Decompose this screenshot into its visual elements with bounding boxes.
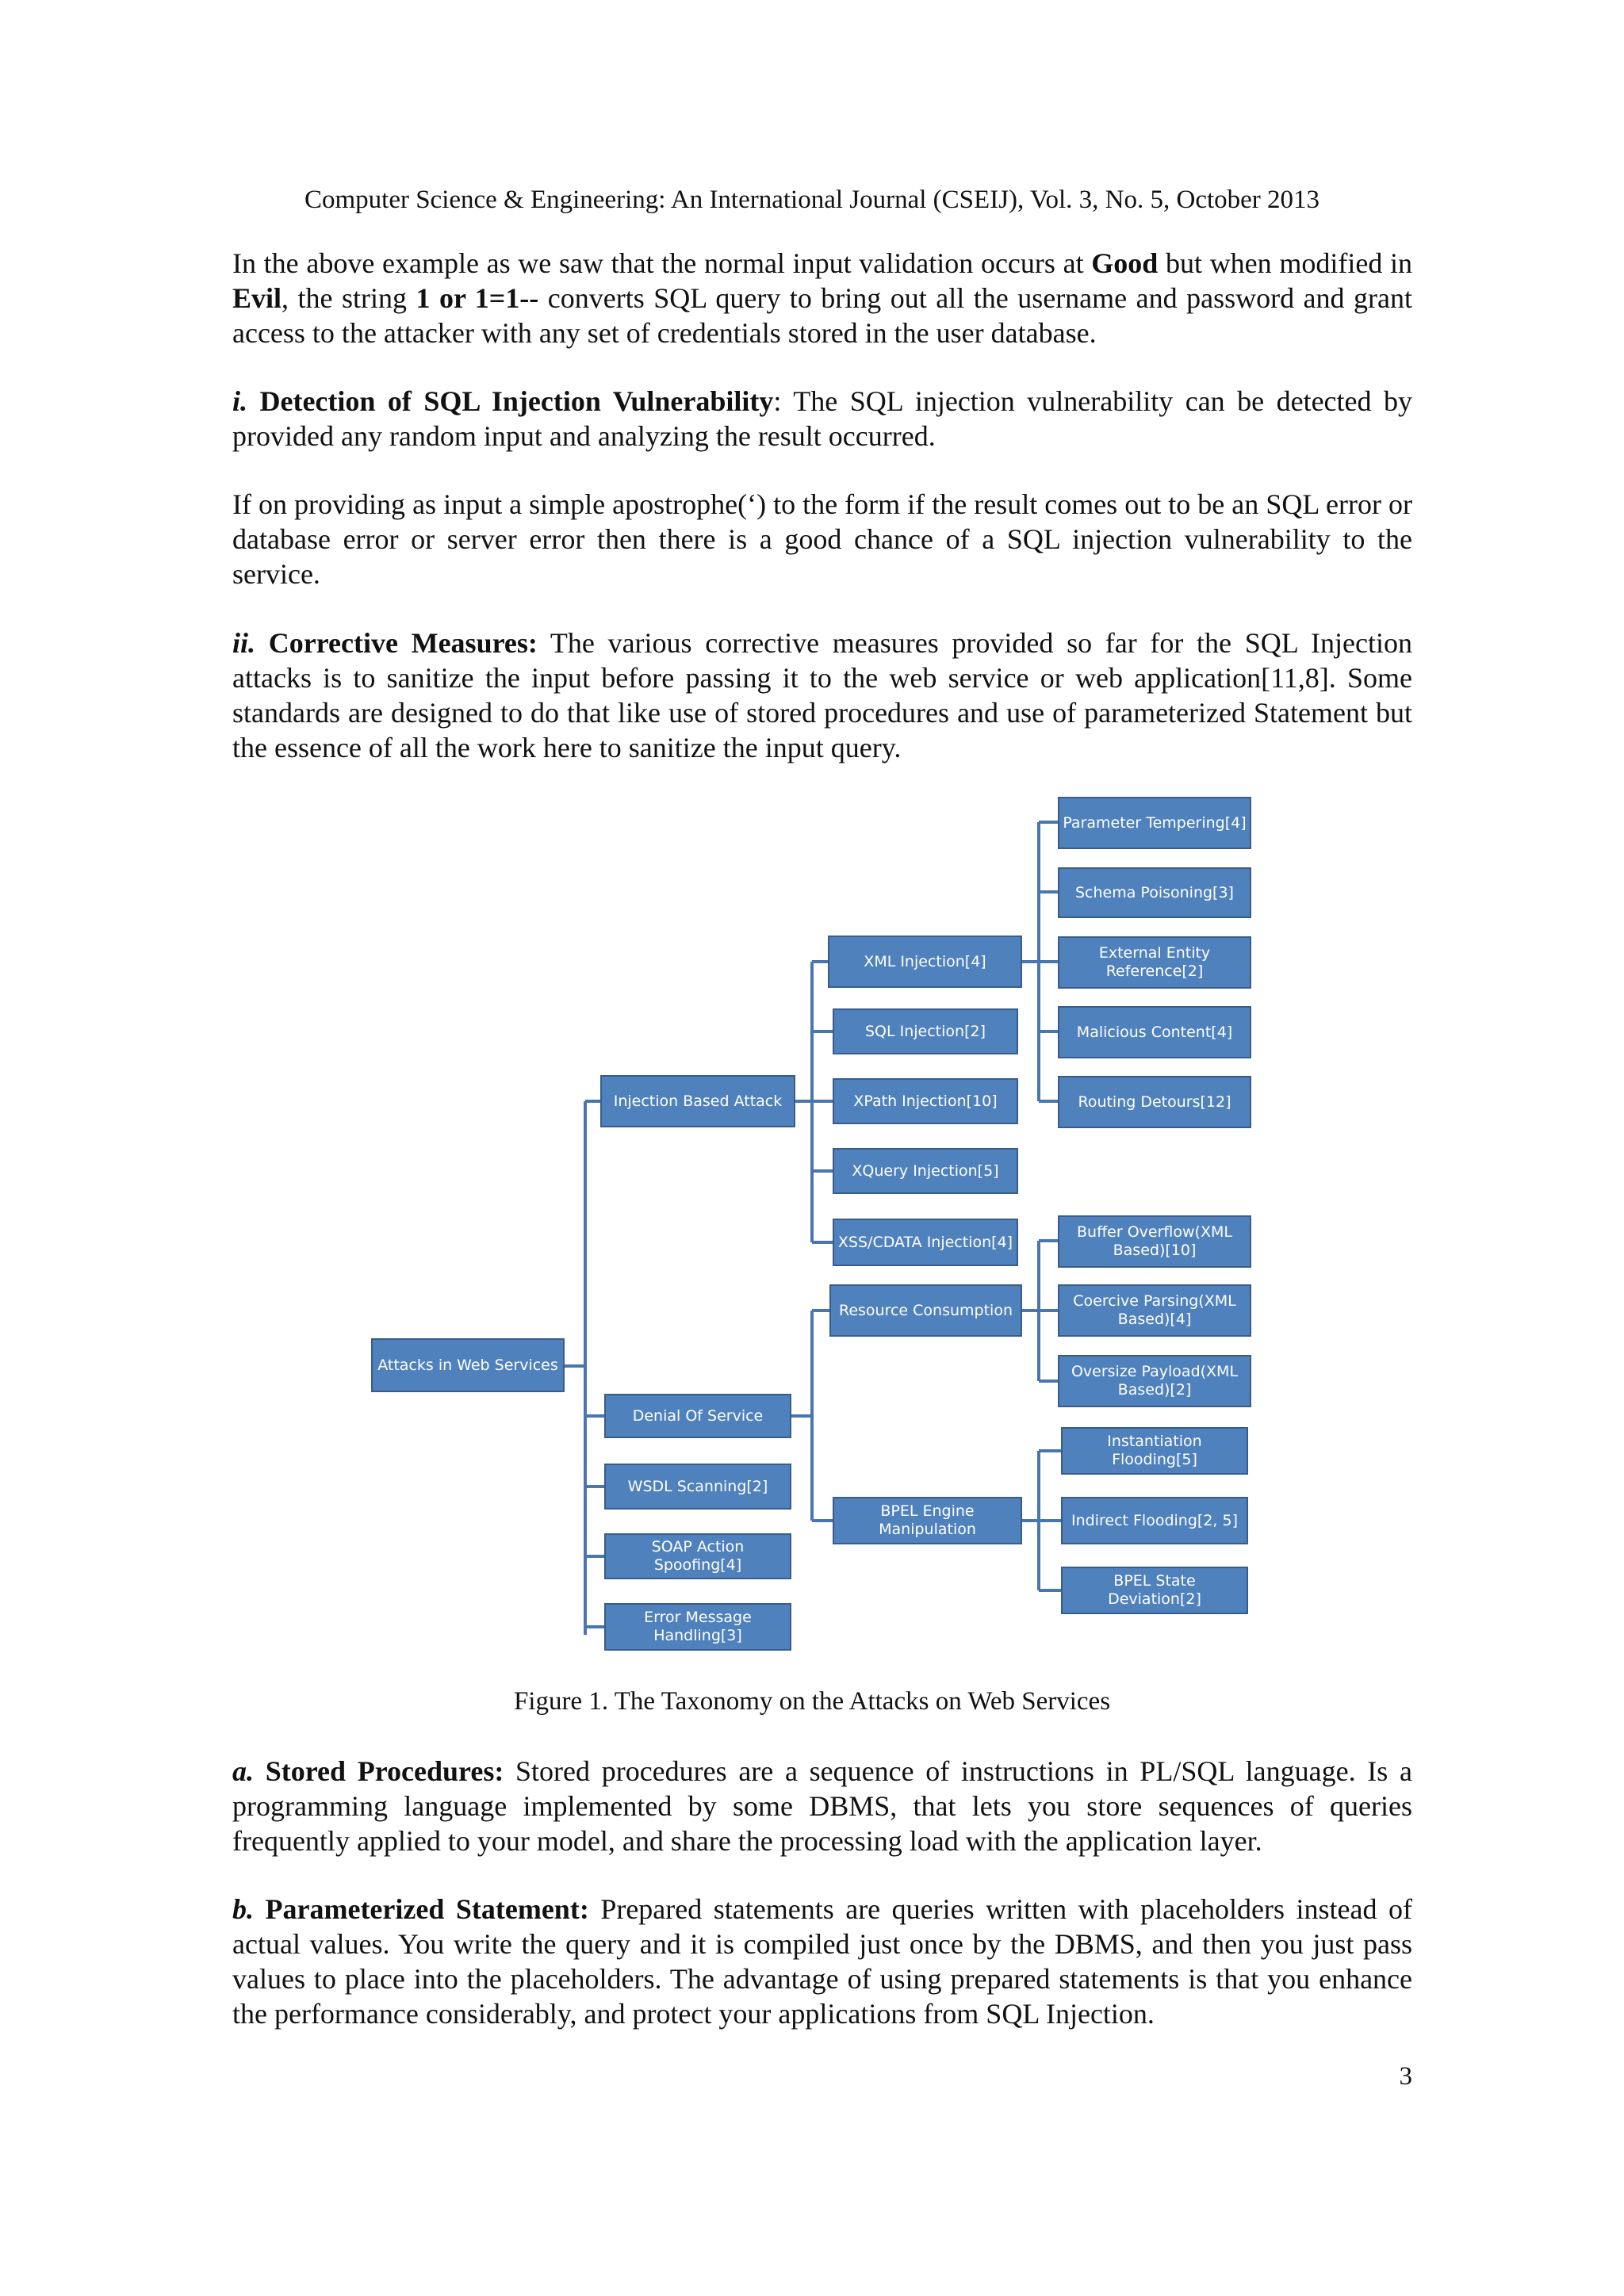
node-parameter-tempering: Parameter Tempering[4] (1058, 797, 1251, 849)
journal-header: Computer Science & Engineering: An International Journal (CSEIJ), Vol. 3, No. 5, October 2013 (304, 186, 1320, 214)
section-title: Corrective Measures: (255, 627, 538, 659)
node-buffer-overflow: Buffer Overflow(XML Based)[10] (1058, 1215, 1251, 1268)
figure-caption: Figure 1. The Taxonomy on the Attacks on Web Services (513, 1687, 1111, 1716)
node-bpel-state-deviation: BPEL State Deviation[2] (1061, 1567, 1248, 1614)
node-injection-based-attack: Injection Based Attack (600, 1075, 795, 1127)
node-attacks-in-web-services: Attacks in Web Services (371, 1338, 565, 1392)
section-parameterized-statement: b. Parameterized Statement: Prepared statements are queries written with placeholders instead of actual values. You write the query and it is compiled just once by the DBMS, and then you just pass values to place into the placeholders. The advantage of using prepared statements is that you enhance the performance considerably, and protect your applications from SQL Injection. (232, 1893, 1412, 2030)
node-xss-cdata-injection: XSS/CDATA Injection[4] (833, 1219, 1018, 1266)
node-denial-of-service: Denial Of Service (604, 1394, 791, 1438)
node-indirect-flooding: Indirect Flooding[2, 5] (1061, 1497, 1248, 1544)
section-title: Stored Procedures: (254, 1755, 504, 1787)
section-stored-procedures: a. Stored Procedures: Stored procedures are a sequence of instructions in PL/SQL language. Is a programming language implemented by some DBMS, that lets you store sequences of queries frequently applied to your model, and share the processing load with the application layer. (232, 1755, 1412, 1857)
section-title: Parameterized Statement: (254, 1893, 589, 1925)
section-number: ii. (232, 627, 256, 659)
node-external-entity-reference: External Entity Reference[2] (1058, 936, 1251, 989)
node-instantiation-flooding: Instantiation Flooding[5] (1061, 1427, 1248, 1475)
node-coercive-parsing: Coercive Parsing(XML Based)[4] (1058, 1284, 1251, 1337)
page-number: 3 (1399, 2062, 1412, 2091)
section-title: Detection of SQL Injection Vulnerability (247, 385, 774, 417)
paragraph-example-explanation: In the above example as we saw that the normal input validation occurs at Good but when modified in Evil, the string 1 or 1=1-- converts SQL query to bring out all the username and password and grant access to the attacker with any set of credentials stored in the user database. (232, 247, 1413, 349)
section-number: i. (232, 385, 248, 417)
node-xquery-injection: XQuery Injection[5] (833, 1148, 1018, 1194)
node-xpath-injection: XPath Injection[10] (833, 1078, 1018, 1124)
node-routing-detours: Routing Detours[12] (1058, 1076, 1251, 1128)
node-malicious-content: Malicious Content[4] (1058, 1006, 1251, 1058)
section-corrective-measures: ii. Corrective Measures: The various corrective measures provided so far for the SQL Injection attacks is to sanitize the input before passing it to the web service or web application[11,8]. Some standards are designed to do that like use of stored procedures and use of parameterized Statement but the essence of all the work here to sanitize the input query. (232, 627, 1413, 763)
node-oversize-payload: Oversize Payload(XML Based)[2] (1058, 1355, 1251, 1407)
section-detection-sql-injection: i. Detection of SQL Injection Vulnerability: The SQL injection vulnerability can be detected by provided any random input and analyzing the result occurred. (232, 385, 1412, 452)
node-sql-injection: SQL Injection[2] (833, 1008, 1018, 1054)
node-wsdl-scanning: WSDL Scanning[2] (604, 1464, 791, 1510)
paragraph-apostrophe-test: If on providing as input a simple apostrophe(‘) to the form if the result comes out to be an SQL error or database error or server error then there is a good chance of a SQL injection vulnerability to the service. (232, 488, 1412, 590)
node-resource-consumption: Resource Consumption (829, 1284, 1022, 1337)
section-number: b. (232, 1893, 254, 1925)
node-error-message-handling: Error Message Handling[3] (604, 1603, 791, 1651)
node-xml-injection: XML Injection[4] (828, 936, 1022, 988)
node-soap-action-spoofing: SOAP Action Spoofing[4] (604, 1533, 791, 1579)
section-number: a. (232, 1755, 254, 1787)
node-bpel-engine-manipulation: BPEL Engine Manipulation (833, 1497, 1022, 1544)
node-schema-poisoning: Schema Poisoning[3] (1058, 867, 1251, 918)
